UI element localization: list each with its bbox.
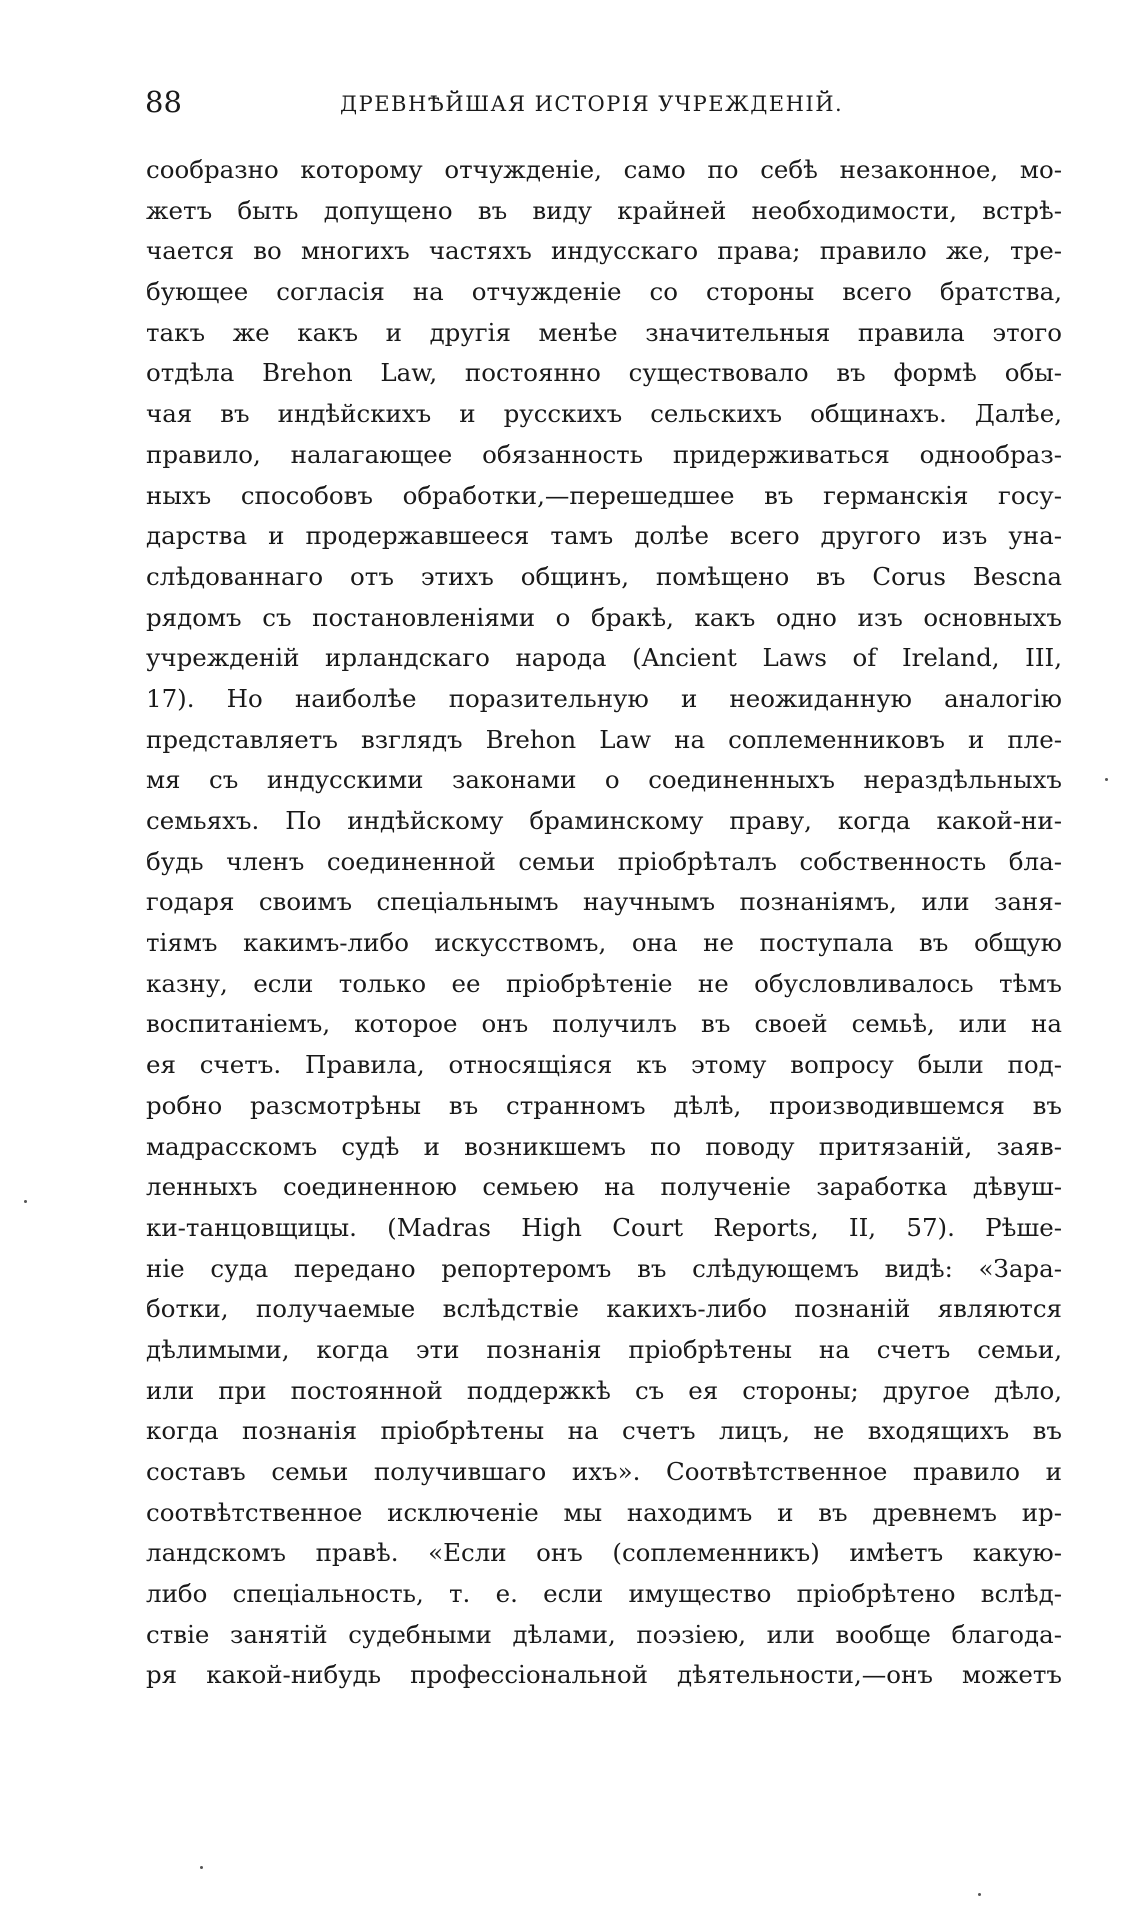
text-line: бующее согласія на отчужденіе со стороны всего братства,: [146, 277, 1062, 307]
text-line: казну, если только ее пріобрѣтеніе не обусловливалось тѣмъ: [146, 968, 1062, 998]
text-line: дарства и продержавшееся тамъ долѣе всего другого изъ уна-: [146, 521, 1062, 551]
text-line: соотвѣтственное исключеніе мы находимъ и въ древнемъ ир-: [146, 1497, 1062, 1527]
text-line: ея счетъ. Правила, относящіяся къ этому вопросу были под-: [146, 1050, 1062, 1080]
text-line: ствіе занятій судебными дѣлами, поэзіею, или вообще благода-: [146, 1619, 1062, 1649]
text-line: чая въ индѣйскихъ и русскихъ сельскихъ общинахъ. Далѣе,: [146, 399, 1062, 429]
text-line: представляетъ взглядъ Brehon Law на соплеменниковъ и пле-: [146, 724, 1062, 754]
text-line: или при постоянной поддержкѣ съ ея стороны; другое дѣло,: [146, 1375, 1062, 1405]
text-line: ныхъ способовъ обработки,—перешедшее въ германскія госу-: [146, 480, 1062, 510]
text-line: сообразно которому отчужденіе, само по себѣ незаконное, мо-: [146, 155, 1062, 184]
text-line: учрежденій ирландскаго народа (Ancient Laws of Ireland, III,: [146, 643, 1062, 673]
running-head: ДРЕВНѢЙШАЯ ИСТОРІЯ УЧРЕЖДЕНІЙ.: [340, 92, 844, 116]
ink-speck: [978, 1893, 981, 1896]
text-line: правило, налагающее обязанность придерживаться однообраз-: [146, 439, 1062, 469]
text-line: такъ же какъ и другія менѣе значительныя правила этого: [146, 317, 1062, 347]
text-line: мя съ индусскими законами о соединенныхъ нераздѣльныхъ: [146, 765, 1062, 795]
ink-speck: [200, 1866, 203, 1869]
text-line: будь членъ соединенной семьи пріобрѣталъ собственность бла-: [146, 846, 1062, 876]
text-line: робно разсмотрѣны въ странномъ дѣлѣ, производившемся въ: [146, 1090, 1062, 1120]
text-line: отдѣла Brehon Law, постоянно существовало въ формѣ обы-: [146, 358, 1062, 388]
text-line: ботки, получаемые вслѣдствіе какихъ-либо познаній являются: [146, 1294, 1062, 1324]
text-line: составъ семьи получившаго ихъ». Соотвѣтственное правило и: [146, 1457, 1062, 1486]
text-line: чается во многихъ частяхъ индусскаго права; правило же, тре-: [146, 236, 1062, 266]
text-line: тіямъ какимъ-либо искусствомъ, она не поступала въ общую: [146, 928, 1062, 958]
text-line: либо спеціальность, т. е. если имущество пріобрѣтено вслѣд-: [146, 1579, 1062, 1609]
text-line: когда познанія пріобрѣтены на счетъ лицъ, не входящихъ въ: [146, 1416, 1062, 1446]
text-line: ніе суда передано репортеромъ въ слѣдующемъ видѣ: «Зара-: [146, 1253, 1062, 1283]
page-number: 88: [145, 85, 182, 119]
ink-speck: [24, 1200, 27, 1203]
text-line: жетъ быть допущено въ виду крайней необходимости, встрѣ-: [146, 195, 1062, 225]
text-line: семьяхъ. По индѣйскому браминскому праву, когда какой-ни-: [146, 806, 1062, 835]
body-text: [146, 150, 1062, 1696]
text-line: ки-танцовщицы. (Madras High Court Reports, II, 57). Рѣше-: [146, 1212, 1062, 1242]
text-line: годаря своимъ спеціальнымъ научнымъ познаніямъ, или заня-: [146, 887, 1062, 917]
text-line: ря какой-нибудь профессіональной дѣятельности,—онъ можетъ: [146, 1660, 1062, 1690]
text-line: слѣдованнаго отъ этихъ общинъ, помѣщено въ Corus Bescna: [146, 561, 1062, 591]
ink-speck: [1105, 778, 1108, 781]
text-line: мадрасскомъ судѣ и возникшемъ по поводу притязаній, заяв-: [146, 1131, 1062, 1161]
text-line: воспитаніемъ, которое онъ получилъ въ своей семьѣ, или на: [146, 1009, 1062, 1039]
text-line: ландскомъ правѣ. «Если онъ (соплеменникъ) имѣетъ какую-: [146, 1538, 1062, 1568]
text-line: рядомъ съ постановленіями о бракѣ, какъ одно изъ основныхъ: [146, 602, 1062, 632]
text-line: дѣлимыми, когда эти познанія пріобрѣтены на счетъ семьи,: [146, 1334, 1062, 1364]
text-line: 17). Но наиболѣе поразительную и неожиданную аналогію: [146, 683, 1062, 713]
text-line: ленныхъ соединенною семьею на полученіе заработка дѣвуш-: [146, 1172, 1062, 1202]
